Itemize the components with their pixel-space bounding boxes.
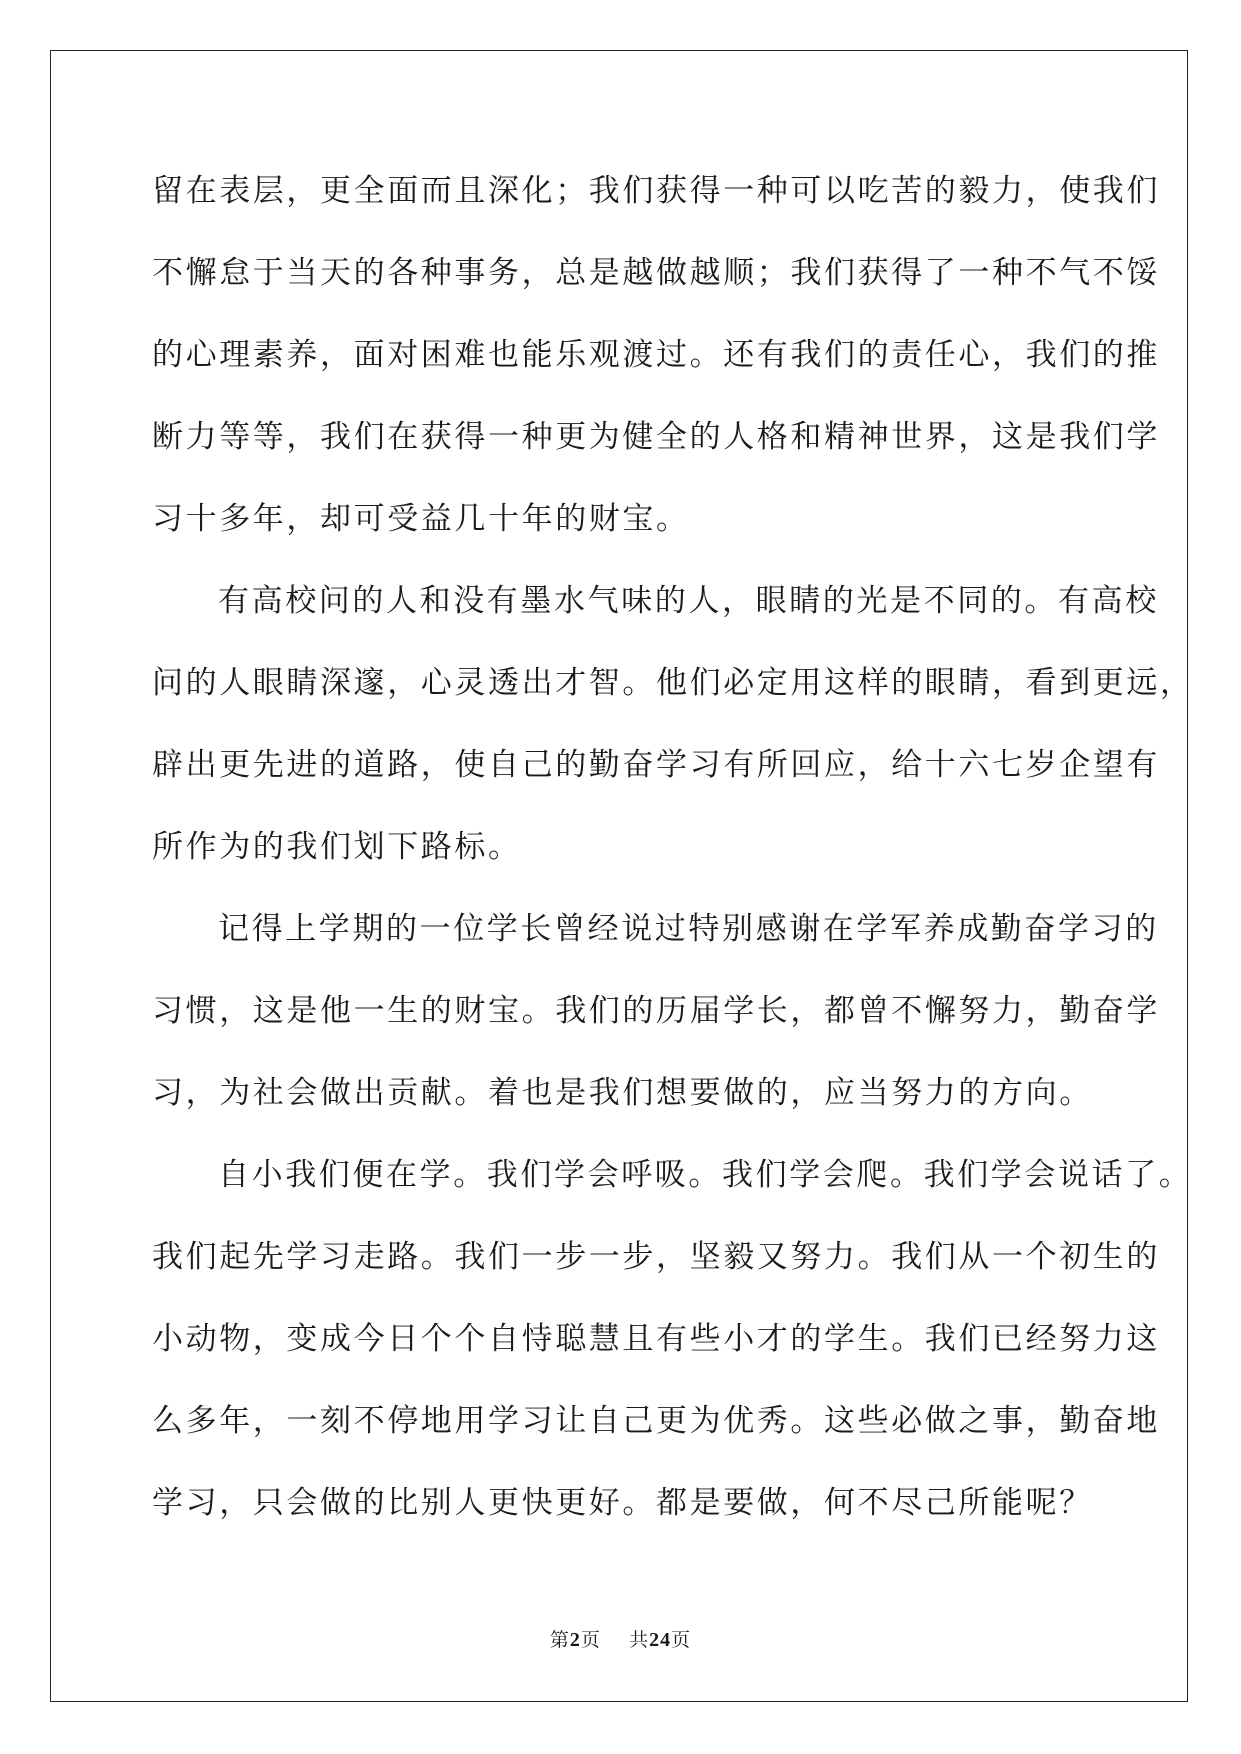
page-footer: [0, 1625, 1241, 1652]
page-number: 2: [569, 1629, 581, 1651]
text-line: 的心理素养，面对困难也能乐观渡过。还有我们的责任心，我们的推: [152, 337, 1160, 373]
text-line: 留在表层，更全面而且深化；我们获得一种可以吃苦的毅力，使我们: [152, 173, 1160, 209]
page-suffix: 页: [580, 1629, 601, 1651]
text-line: 习，为社会做出贡献。着也是我们想要做的，应当努力的方向。: [152, 1075, 1093, 1111]
paragraph-first-line: 记得上学期的一位学长曾经说过特别感谢在学军养成勤奋学习的: [218, 911, 1159, 947]
text-line: 辟出更先进的道路，使自己的勤奋学习有所回应，给十六七岁企望有: [152, 747, 1160, 783]
page-prefix: 第: [549, 1629, 570, 1651]
text-line: 学习，只会做的比别人更快更好。都是要做，何不尽己所能呢？: [152, 1485, 1093, 1521]
total-suffix: 页: [671, 1629, 692, 1651]
text-line: 问的人眼睛深邃，心灵透出才智。他们必定用这样的眼睛，看到更远，: [152, 665, 1194, 701]
text-line: 我们起先学习走路。我们一步一步，坚毅又努力。我们从一个初生的: [152, 1239, 1160, 1275]
text-line: 小动物，变成今日个个自恃聪慧且有些小才的学生。我们已经努力这: [152, 1321, 1160, 1357]
text-line: 习十多年，却可受益几十年的财宝。: [152, 501, 690, 537]
text-line: 习惯，这是他一生的财宝。我们的历届学长，都曾不懈努力，勤奋学: [152, 993, 1160, 1029]
total-prefix: 共: [629, 1629, 650, 1651]
paragraph-first-line: 自小我们便在学。我们学会呼吸。我们学会爬。我们学会说话了。: [218, 1157, 1193, 1193]
total-pages: 24: [649, 1629, 672, 1651]
document-body: [152, 162, 1194, 1556]
text-line: 所作为的我们划下路标。: [152, 829, 522, 865]
text-line: 断力等等，我们在获得一种更为健全的人格和精神世界，这是我们学: [152, 419, 1160, 455]
text-line: 么多年，一刻不停地用学习让自己更为优秀。这些必做之事，勤奋地: [152, 1403, 1160, 1439]
text-line: 不懈怠于当天的各种事务，总是越做越顺；我们获得了一种不气不馁: [152, 255, 1160, 291]
paragraph-first-line: 有高校问的人和没有墨水气味的人，眼睛的光是不同的。有高校: [218, 583, 1159, 619]
